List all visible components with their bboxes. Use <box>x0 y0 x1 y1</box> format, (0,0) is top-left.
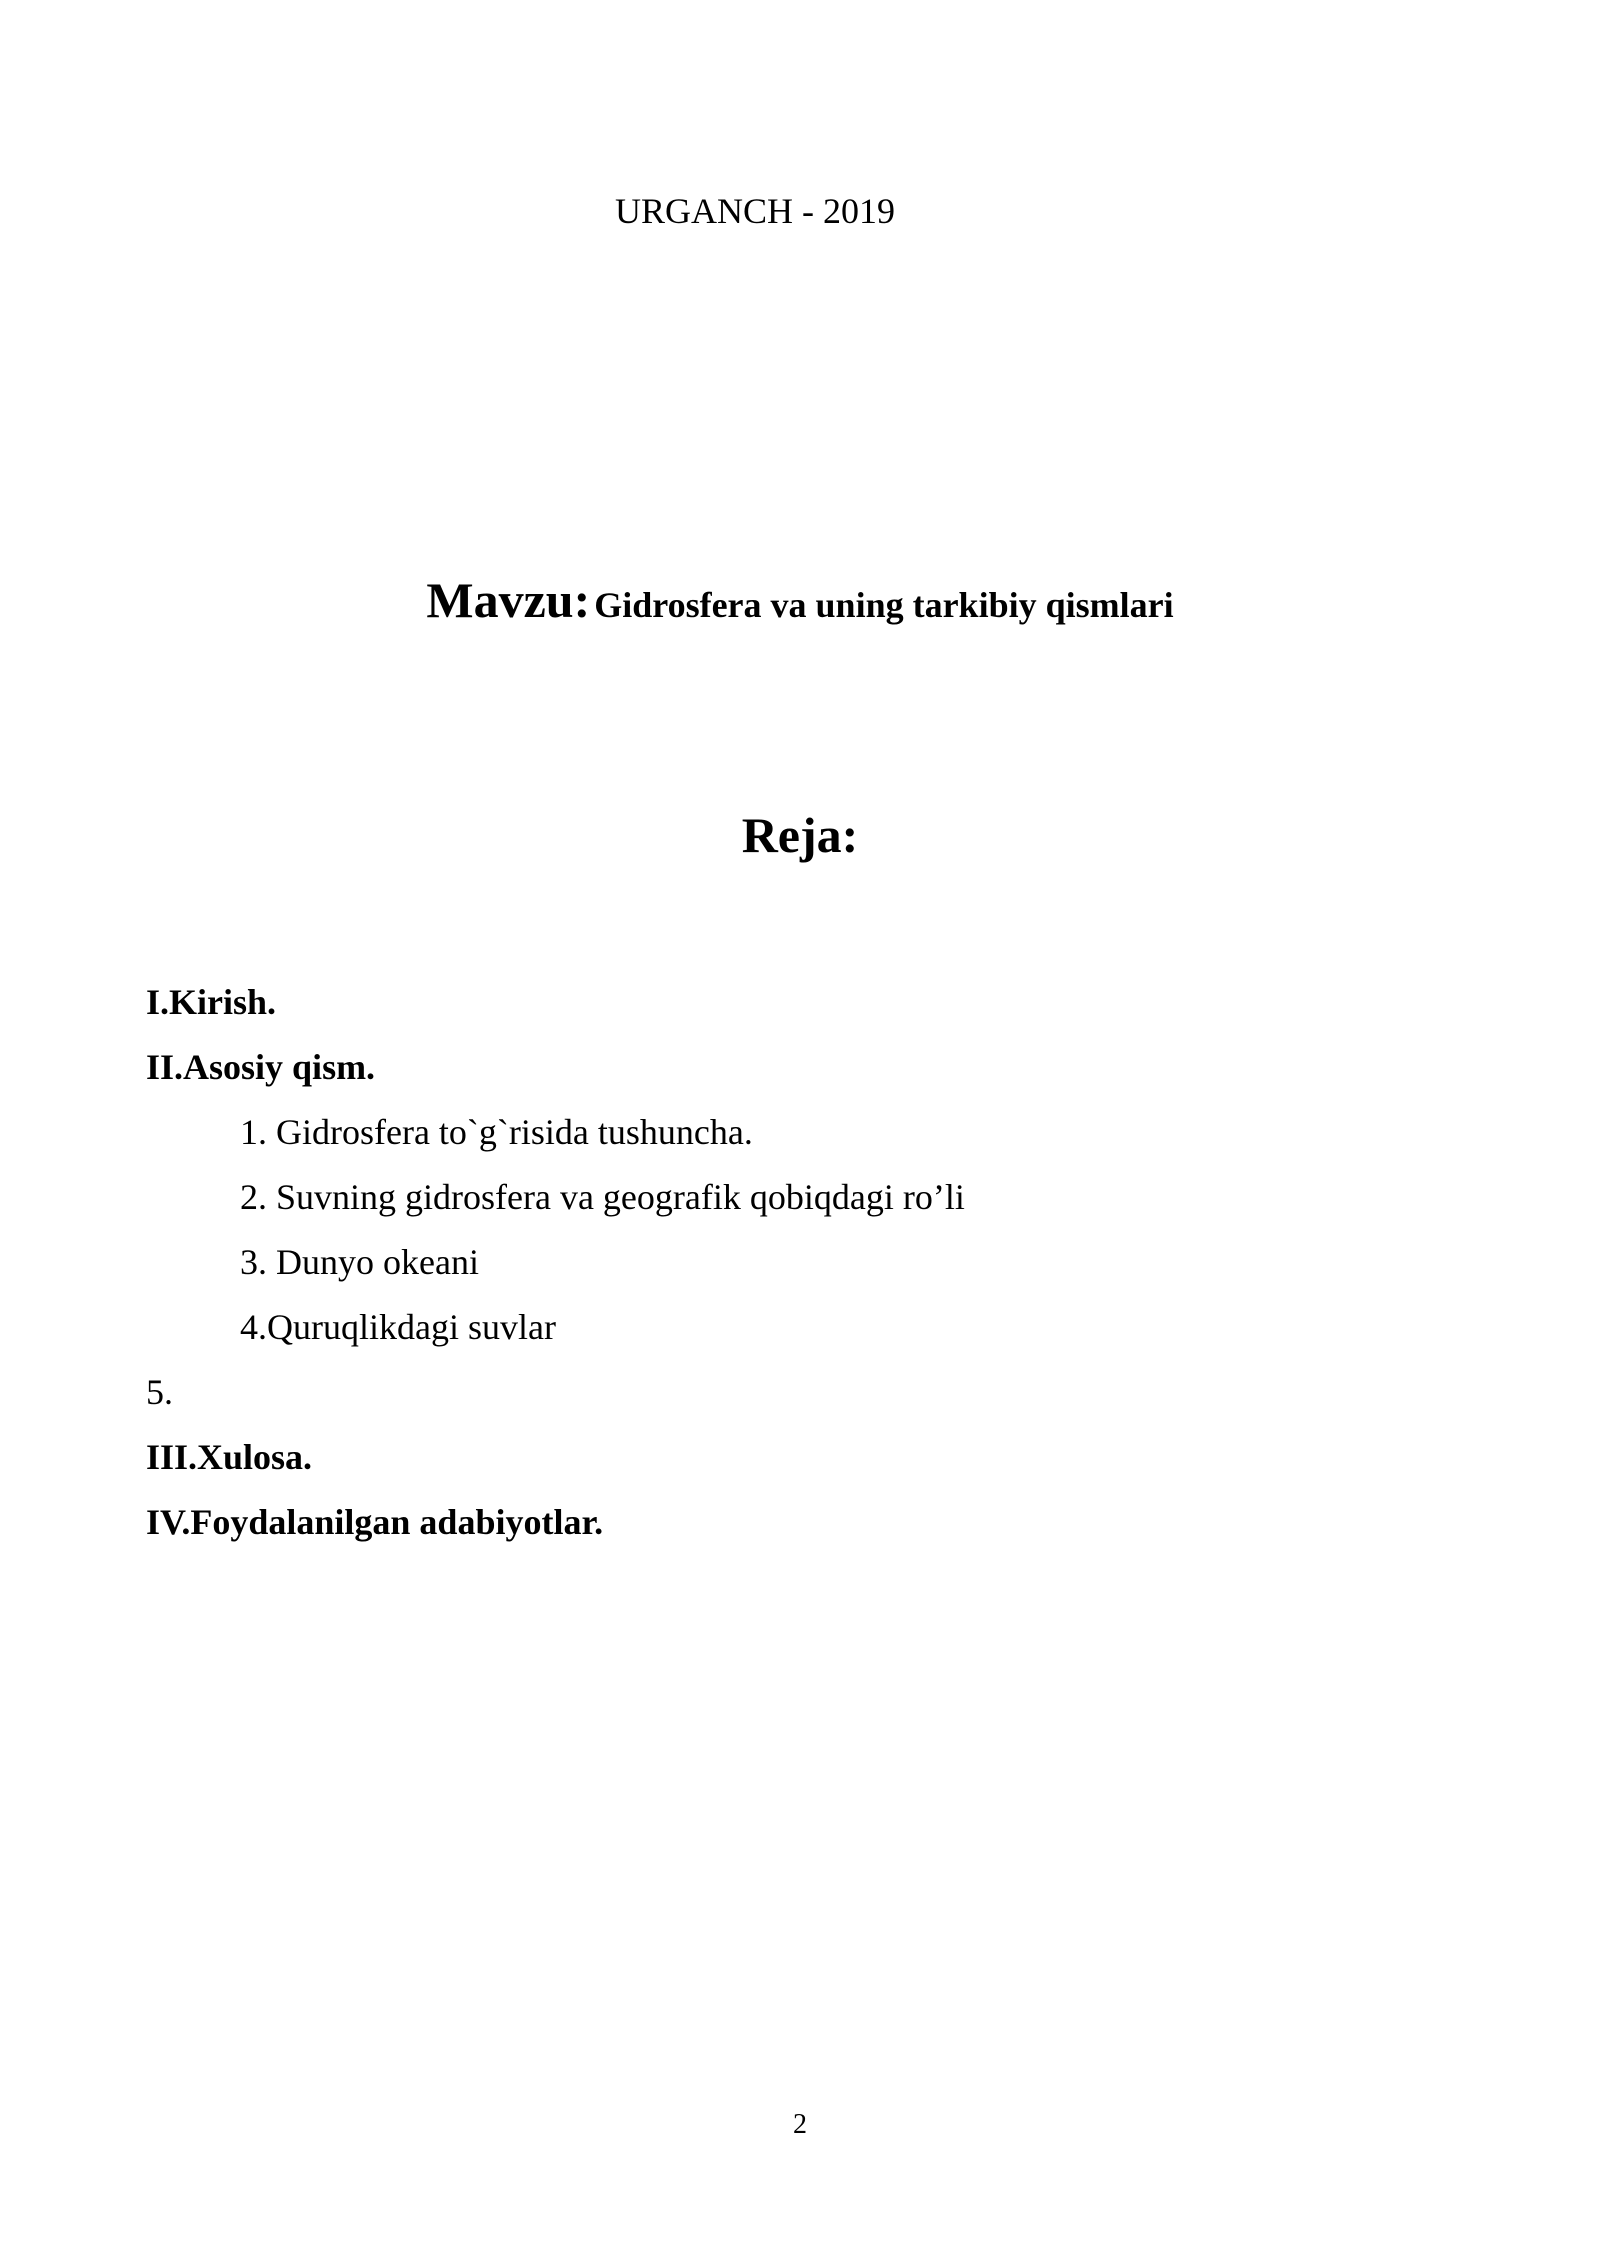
plan-subitem-3: 3. Dunyo okeani <box>240 1242 479 1282</box>
plan-item-main-part: II.Asosiy qism. <box>146 1047 376 1087</box>
page-number: 2 <box>793 2109 807 2140</box>
plan-subitem-4: 4.Quruqlikdagi suvlar <box>240 1307 556 1347</box>
plan-item-conclusion: III.Xulosa. <box>146 1437 313 1477</box>
plan-list <box>146 970 1446 1555</box>
plan-item-5: 5. <box>146 1372 173 1412</box>
plan-title: Reja: <box>741 807 859 863</box>
topic-text: Gidrosfera va uning tarkibiy qismlari <box>594 585 1174 625</box>
topic-heading <box>0 570 1600 630</box>
plan-item-references: IV.Foydalanilgan adabiyotlar. <box>146 1502 604 1542</box>
plan-subitem-2: 2. Suvning gidrosfera va geografik qobiqdagi ro’li <box>240 1177 965 1217</box>
plan-item-introduction: I.Kirish. <box>146 982 277 1022</box>
topic-label: Mavzu: <box>426 572 591 628</box>
city-year-heading: URGANCH - 2019 <box>614 191 895 231</box>
plan-subitem-1: 1. Gidrosfera to`g`risida tushuncha. <box>240 1112 753 1152</box>
